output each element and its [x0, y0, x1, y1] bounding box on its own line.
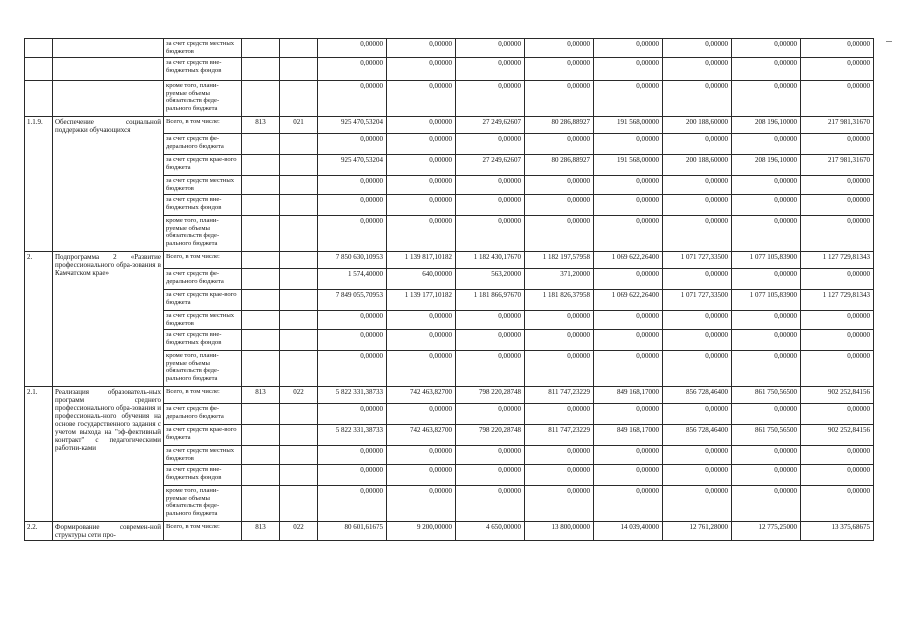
grbs-code [242, 58, 280, 81]
amount-cell: 849 168,17000 [594, 425, 663, 446]
program-code [280, 330, 318, 351]
amount-cell: 0,00000 [663, 486, 732, 522]
grbs-code [242, 465, 280, 486]
amount-cell: 0,00000 [801, 330, 874, 351]
amount-cell: 80 286,88927 [525, 155, 594, 176]
amount-cell: 371,20000 [525, 269, 594, 290]
grbs-code [242, 486, 280, 522]
amount-cell: 0,00000 [387, 216, 456, 252]
amount-cell: 0,00000 [663, 216, 732, 252]
grbs-code [242, 81, 280, 117]
amount-cell: 0,00000 [456, 81, 525, 117]
amount-cell: 0,00000 [525, 216, 594, 252]
amount-cell: 0,00000 [801, 81, 874, 117]
amount-cell: 7 849 055,70953 [318, 290, 387, 311]
amount-cell: 925 470,53204 [318, 155, 387, 176]
amount-cell: 0,00000 [663, 446, 732, 465]
amount-cell: 217 981,31670 [801, 117, 874, 134]
amount-cell: 0,00000 [732, 176, 801, 195]
amount-cell: 0,00000 [801, 58, 874, 81]
amount-cell: 0,00000 [387, 446, 456, 465]
amount-cell: 1 071 727,33500 [663, 252, 732, 269]
funding-source: за счет средств вне-бюджетных фондов [164, 195, 242, 216]
amount-cell: 1 182 197,57958 [525, 252, 594, 269]
funding-source: Всего, в том числе: [164, 522, 242, 541]
amount-cell: 0,00000 [663, 330, 732, 351]
amount-cell: 0,00000 [594, 39, 663, 58]
amount-cell: 0,00000 [525, 311, 594, 330]
program-code [280, 446, 318, 465]
funding-source: кроме того, плани-руемые объемы обязательств феде-рального бюджета [164, 486, 242, 522]
amount-cell: 0,00000 [318, 58, 387, 81]
amount-cell: 0,00000 [318, 486, 387, 522]
amount-cell: 0,00000 [594, 58, 663, 81]
amount-cell: 1 077 105,83900 [732, 252, 801, 269]
amount-cell: 563,20000 [456, 269, 525, 290]
funding-source: за счет средств местных бюджетов [164, 176, 242, 195]
amount-cell: 856 728,46400 [663, 425, 732, 446]
funding-source: за счет средств местных бюджетов [164, 39, 242, 58]
funding-source: Всего, в том числе: [164, 387, 242, 404]
item-index [25, 39, 53, 58]
item-index: 2.2. [25, 522, 53, 541]
amount-cell: 0,00000 [525, 58, 594, 81]
amount-cell: 0,00000 [456, 311, 525, 330]
amount-cell: 0,00000 [732, 446, 801, 465]
amount-cell: 0,00000 [732, 134, 801, 155]
amount-cell: 1 127 729,81343 [801, 252, 874, 269]
amount-cell: 12 761,28000 [663, 522, 732, 541]
amount-cell: 0,00000 [594, 134, 663, 155]
amount-cell: 0,00000 [387, 404, 456, 425]
amount-cell: 0,00000 [594, 465, 663, 486]
amount-cell: 0,00000 [525, 176, 594, 195]
amount-cell: 0,00000 [594, 195, 663, 216]
amount-cell: 4 650,00000 [456, 522, 525, 541]
amount-cell: 0,00000 [318, 351, 387, 387]
program-code [280, 39, 318, 58]
amount-cell: 798 220,28748 [456, 387, 525, 404]
amount-cell: 0,00000 [387, 465, 456, 486]
amount-cell: 0,00000 [732, 216, 801, 252]
grbs-code [242, 404, 280, 425]
amount-cell: 0,00000 [525, 351, 594, 387]
amount-cell: 1 139 817,10182 [387, 252, 456, 269]
amount-cell: 0,00000 [663, 404, 732, 425]
amount-cell: 0,00000 [594, 351, 663, 387]
amount-cell: 0,00000 [594, 176, 663, 195]
amount-cell: 200 188,60000 [663, 117, 732, 134]
grbs-code [242, 155, 280, 176]
amount-cell: 0,00000 [387, 134, 456, 155]
amount-cell: 0,00000 [663, 81, 732, 117]
amount-cell: 1 127 729,81343 [801, 290, 874, 311]
program-code [280, 81, 318, 117]
amount-cell: 861 750,56500 [732, 425, 801, 446]
amount-cell: 0,00000 [318, 311, 387, 330]
program-code [280, 425, 318, 446]
amount-cell: 0,00000 [318, 404, 387, 425]
amount-cell: 0,00000 [801, 486, 874, 522]
amount-cell: 0,00000 [663, 465, 732, 486]
amount-cell: 0,00000 [594, 446, 663, 465]
amount-cell: 0,00000 [732, 351, 801, 387]
amount-cell: 0,00000 [387, 81, 456, 117]
grbs-code: 813 [242, 522, 280, 541]
item-name [53, 81, 164, 117]
amount-cell: 0,00000 [318, 176, 387, 195]
amount-cell: 27 249,62607 [456, 117, 525, 134]
amount-cell: 0,00000 [318, 81, 387, 117]
amount-cell: 208 196,10000 [732, 117, 801, 134]
grbs-code [242, 269, 280, 290]
item-index [25, 81, 53, 117]
amount-cell: 0,00000 [456, 39, 525, 58]
amount-cell: 0,00000 [594, 404, 663, 425]
program-code [280, 216, 318, 252]
amount-cell: 0,00000 [318, 216, 387, 252]
amount-cell: 0,00000 [456, 330, 525, 351]
amount-cell: 0,00000 [732, 195, 801, 216]
amount-cell: 5 822 331,38733 [318, 387, 387, 404]
amount-cell: 0,00000 [732, 81, 801, 117]
program-code [280, 176, 318, 195]
amount-cell: 1 139 177,10182 [387, 290, 456, 311]
amount-cell: 9 200,00000 [387, 522, 456, 541]
funding-source: Всего, в том числе: [164, 252, 242, 269]
amount-cell: 0,00000 [801, 446, 874, 465]
amount-cell: 902 252,84156 [801, 387, 874, 404]
program-code [280, 290, 318, 311]
program-code [280, 486, 318, 522]
amount-cell: 0,00000 [801, 311, 874, 330]
amount-cell: 0,00000 [456, 404, 525, 425]
amount-cell: 0,00000 [456, 58, 525, 81]
amount-cell: 0,00000 [525, 330, 594, 351]
amount-cell: 0,00000 [801, 351, 874, 387]
item-name: Реализация образователь-ных программ среднего профессионального обра-зования и профессиональ-ного обучения на основе государственного задания с учетом выхода на "эф-фективный контракт" с педагогическими работни-ками [53, 387, 164, 522]
amount-cell: 0,00000 [387, 39, 456, 58]
amount-cell: 80 601,61675 [318, 522, 387, 541]
amount-cell: 0,00000 [663, 311, 732, 330]
amount-cell: 208 196,10000 [732, 155, 801, 176]
amount-cell: 191 568,00000 [594, 155, 663, 176]
amount-cell: 798 220,28748 [456, 425, 525, 446]
table-row [25, 117, 874, 134]
amount-cell: 1 077 105,83900 [732, 290, 801, 311]
item-index: 2. [25, 252, 53, 387]
amount-cell: 0,00000 [594, 330, 663, 351]
program-code: 022 [280, 522, 318, 541]
amount-cell: 0,00000 [663, 134, 732, 155]
item-name: Обеспечение социальной поддержки обучающихся [53, 117, 164, 252]
grbs-code [242, 195, 280, 216]
amount-cell: 856 728,46400 [663, 387, 732, 404]
amount-cell: 0,00000 [387, 195, 456, 216]
amount-cell: 0,00000 [801, 176, 874, 195]
amount-cell: 0,00000 [594, 216, 663, 252]
table-row [25, 81, 874, 117]
amount-cell: 217 981,31670 [801, 155, 874, 176]
funding-source: за счет средств крае-вого бюджета [164, 155, 242, 176]
amount-cell: 1 181 866,97670 [456, 290, 525, 311]
amount-cell: 1 574,40000 [318, 269, 387, 290]
funding-source: за счет средств крае-вого бюджета [164, 425, 242, 446]
amount-cell: 0,00000 [525, 195, 594, 216]
amount-cell: 0,00000 [525, 134, 594, 155]
program-code [280, 155, 318, 176]
grbs-code [242, 252, 280, 269]
item-index: 2.1. [25, 387, 53, 522]
amount-cell: 0,00000 [525, 81, 594, 117]
amount-cell: 742 463,82700 [387, 387, 456, 404]
amount-cell: 0,00000 [456, 486, 525, 522]
program-code [280, 465, 318, 486]
amount-cell: 0,00000 [732, 311, 801, 330]
grbs-code [242, 134, 280, 155]
program-code [280, 252, 318, 269]
funding-source: кроме того, плани-руемые объемы обязательств феде-рального бюджета [164, 216, 242, 252]
amount-cell: 0,00000 [801, 404, 874, 425]
amount-cell: 0,00000 [801, 195, 874, 216]
amount-cell: 0,00000 [525, 465, 594, 486]
amount-cell: 0,00000 [732, 404, 801, 425]
grbs-code: 813 [242, 117, 280, 134]
amount-cell: 200 188,60000 [663, 155, 732, 176]
grbs-code [242, 446, 280, 465]
funding-source: за счет средств крае-вого бюджета [164, 290, 242, 311]
item-name [53, 58, 164, 81]
item-name [53, 39, 164, 58]
amount-cell: 0,00000 [801, 465, 874, 486]
amount-cell: 80 286,88927 [525, 117, 594, 134]
amount-cell: 902 252,84156 [801, 425, 874, 446]
amount-cell: 1 069 622,26400 [594, 290, 663, 311]
funding-source: кроме того, плани-руемые объемы обязательств феде-рального бюджета [164, 351, 242, 387]
amount-cell: 0,00000 [387, 117, 456, 134]
grbs-code [242, 425, 280, 446]
amount-cell: 0,00000 [663, 58, 732, 81]
item-name: Формирование современ-ной структуры сети про- [53, 522, 164, 541]
amount-cell: 0,00000 [456, 351, 525, 387]
program-code [280, 351, 318, 387]
amount-cell: 191 568,00000 [594, 117, 663, 134]
amount-cell: 1 071 727,33500 [663, 290, 732, 311]
amount-cell: 1 182 430,17670 [456, 252, 525, 269]
funding-source: за счет средств вне-бюджетных фондов [164, 58, 242, 81]
amount-cell: 0,00000 [456, 134, 525, 155]
program-code [280, 404, 318, 425]
program-code: 022 [280, 387, 318, 404]
amount-cell: 0,00000 [525, 39, 594, 58]
funding-source: за счет средств вне-бюджетных фондов [164, 330, 242, 351]
amount-cell: 0,00000 [456, 195, 525, 216]
amount-cell: 0,00000 [387, 58, 456, 81]
amount-cell: 742 463,82700 [387, 425, 456, 446]
amount-cell: 12 775,25000 [732, 522, 801, 541]
amount-cell: 0,00000 [456, 176, 525, 195]
amount-cell: 0,00000 [801, 39, 874, 58]
amount-cell: 1 069 622,26400 [594, 252, 663, 269]
funding-source: за счет средств фе-дерального бюджета [164, 134, 242, 155]
table-row [25, 39, 874, 58]
amount-cell: 811 747,23229 [525, 425, 594, 446]
funding-source: за счет средств местных бюджетов [164, 446, 242, 465]
amount-cell: 0,00000 [594, 81, 663, 117]
amount-cell: 0,00000 [387, 155, 456, 176]
amount-cell: 0,00000 [732, 330, 801, 351]
amount-cell: 0,00000 [387, 486, 456, 522]
program-code [280, 269, 318, 290]
grbs-code [242, 330, 280, 351]
amount-cell: 0,00000 [732, 465, 801, 486]
amount-cell: 0,00000 [318, 330, 387, 351]
amount-cell: 0,00000 [525, 446, 594, 465]
amount-cell: 5 822 331,38733 [318, 425, 387, 446]
amount-cell: 925 470,53204 [318, 117, 387, 134]
budget-table [24, 38, 874, 541]
amount-cell: 0,00000 [663, 195, 732, 216]
funding-source: за счет средств фе-дерального бюджета [164, 404, 242, 425]
amount-cell: 861 750,56500 [732, 387, 801, 404]
amount-cell: 1 181 826,37958 [525, 290, 594, 311]
program-code: 021 [280, 117, 318, 134]
amount-cell: 0,00000 [318, 134, 387, 155]
amount-cell: 14 039,40000 [594, 522, 663, 541]
grbs-code [242, 39, 280, 58]
table-row [25, 252, 874, 269]
program-code [280, 311, 318, 330]
grbs-code [242, 351, 280, 387]
table-row [25, 58, 874, 81]
amount-cell: 0,00000 [318, 465, 387, 486]
funding-source: за счет средств вне-бюджетных фондов [164, 465, 242, 486]
amount-cell: 0,00000 [387, 311, 456, 330]
amount-cell: 27 249,62607 [456, 155, 525, 176]
amount-cell: 0,00000 [801, 216, 874, 252]
program-code [280, 58, 318, 81]
page-edge-mark [886, 41, 892, 42]
program-code [280, 134, 318, 155]
amount-cell: 0,00000 [732, 39, 801, 58]
amount-cell: 13 800,00000 [525, 522, 594, 541]
table-body [25, 39, 874, 541]
grbs-code: 813 [242, 387, 280, 404]
amount-cell: 0,00000 [663, 39, 732, 58]
amount-cell: 0,00000 [387, 176, 456, 195]
table-row [25, 387, 874, 404]
amount-cell: 13 375,68675 [801, 522, 874, 541]
program-code [280, 195, 318, 216]
funding-source: кроме того, плани-руемые объемы обязательств феде-рального бюджета [164, 81, 242, 117]
amount-cell: 0,00000 [594, 311, 663, 330]
item-index: 1.1.9. [25, 117, 53, 252]
amount-cell: 0,00000 [387, 351, 456, 387]
amount-cell: 0,00000 [801, 269, 874, 290]
grbs-code [242, 216, 280, 252]
amount-cell: 849 168,17000 [594, 387, 663, 404]
amount-cell: 0,00000 [387, 330, 456, 351]
amount-cell: 7 850 630,10953 [318, 252, 387, 269]
amount-cell: 0,00000 [663, 269, 732, 290]
item-name: Подпрограмма 2 «Развитие профессионального обра-зования в Камчатском крае» [53, 252, 164, 387]
amount-cell: 811 747,23229 [525, 387, 594, 404]
amount-cell: 0,00000 [663, 176, 732, 195]
amount-cell: 640,00000 [387, 269, 456, 290]
amount-cell: 0,00000 [732, 269, 801, 290]
amount-cell: 0,00000 [456, 446, 525, 465]
funding-source: за счет средств местных бюджетов [164, 311, 242, 330]
amount-cell: 0,00000 [594, 486, 663, 522]
amount-cell: 0,00000 [594, 269, 663, 290]
amount-cell: 0,00000 [801, 134, 874, 155]
grbs-code [242, 176, 280, 195]
amount-cell: 0,00000 [732, 486, 801, 522]
amount-cell: 0,00000 [525, 404, 594, 425]
amount-cell: 0,00000 [732, 58, 801, 81]
item-index [25, 58, 53, 81]
amount-cell: 0,00000 [663, 351, 732, 387]
funding-source: Всего, в том числе: [164, 117, 242, 134]
grbs-code [242, 290, 280, 311]
amount-cell: 0,00000 [456, 216, 525, 252]
table-row [25, 522, 874, 541]
grbs-code [242, 311, 280, 330]
amount-cell: 0,00000 [456, 465, 525, 486]
amount-cell: 0,00000 [525, 486, 594, 522]
amount-cell: 0,00000 [318, 195, 387, 216]
amount-cell: 0,00000 [318, 39, 387, 58]
amount-cell: 0,00000 [318, 446, 387, 465]
funding-source: за счет средств фе-дерального бюджета [164, 269, 242, 290]
